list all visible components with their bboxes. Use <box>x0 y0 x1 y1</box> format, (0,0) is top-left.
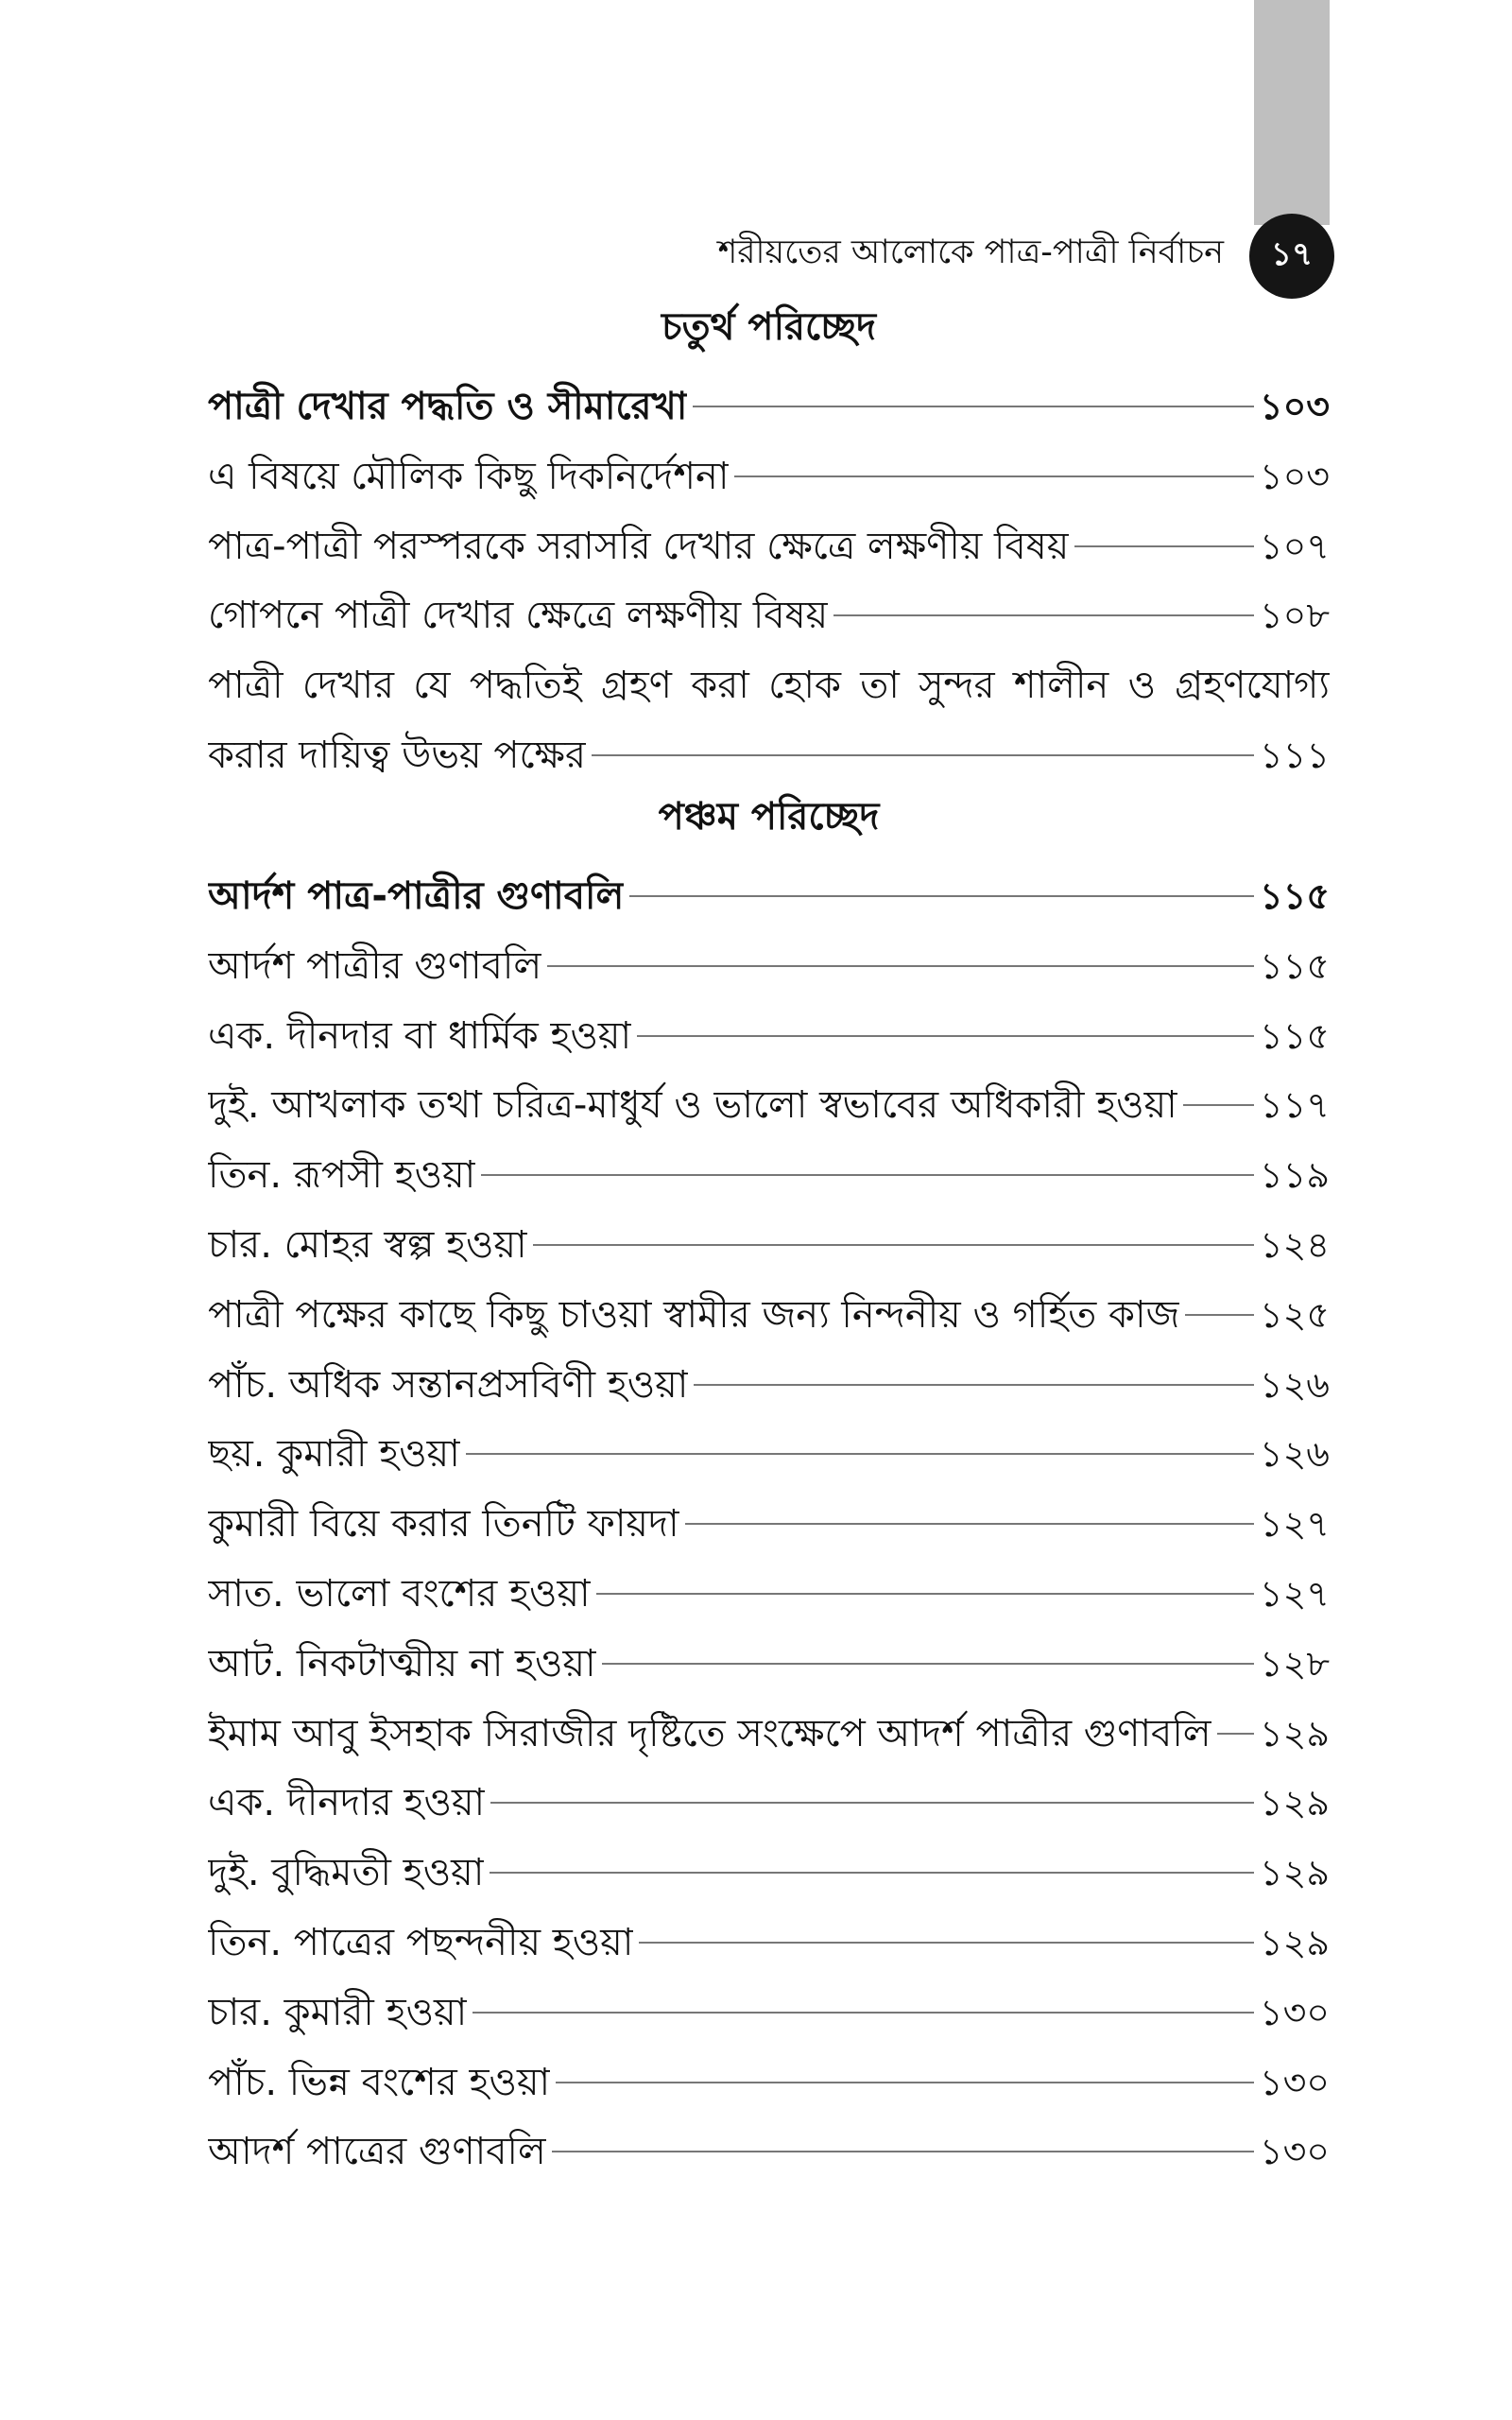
dot-leader <box>1217 1733 1254 1735</box>
toc-entry-page: ১১৫ <box>1260 875 1330 917</box>
toc-entry-title: পাত্র-পাত্রী পরস্পরকে সরাসরি দেখার ক্ষেত্রে লক্ষণীয় বিষয় <box>208 524 1070 568</box>
toc-entry[interactable] <box>208 1287 1330 1357</box>
toc-entry-page: ১০৮ <box>1259 595 1330 637</box>
toc-entry-title: ছয়. কুমারী হওয়া <box>208 1432 460 1477</box>
toc-entry-title: আর্দশ পাত্রীর গুণাবলি <box>208 943 542 988</box>
running-header-title: শরীয়তের আলোকে পাত্র-পাত্রী নির্বাচন <box>717 233 1224 271</box>
section-5-heading: পঞ্চম পরিচ্ছেদ <box>658 795 880 838</box>
toc-entry-title: আট. নিকটাত্মীয় না হওয়া <box>208 1641 596 1685</box>
toc-entry-title: আর্দশ পাত্র-পাত্রীর গুণাবলি <box>208 874 625 918</box>
section-4-heading: চতুর্থ পরিচ্ছেদ <box>662 305 876 349</box>
toc-entry-page: ১০৩ <box>1259 386 1330 427</box>
toc-entry-title: এক. দীনদার হওয়া <box>208 1781 486 1825</box>
dot-leader <box>1185 1314 1254 1316</box>
dot-leader <box>694 1384 1254 1386</box>
toc-entry-title: সাত. ভালো বংশের হওয়া <box>208 1571 591 1616</box>
toc-entry-title: তিন. রূপসী হওয়া <box>208 1153 476 1198</box>
toc-entry-title: এক. দীনদার বা ধার্মিক হওয়া <box>208 1013 632 1058</box>
dot-leader <box>547 965 1254 967</box>
toc-entry[interactable] <box>208 1217 1330 1287</box>
dot-leader <box>466 1453 1254 1455</box>
toc-entry-page: ১০৩ <box>1259 455 1330 497</box>
dot-leader <box>629 895 1254 897</box>
toc-entry[interactable] <box>208 868 1330 938</box>
toc-entry[interactable] <box>208 1495 1330 1565</box>
dot-leader <box>556 2082 1254 2083</box>
toc-entry-page: ১১৫ <box>1260 1014 1330 1057</box>
toc-entry[interactable] <box>208 2054 1330 2124</box>
section-5-toc <box>208 868 1330 2193</box>
toc-entry[interactable] <box>208 1774 1330 1844</box>
toc-entry[interactable] <box>208 1077 1330 1147</box>
dot-leader <box>1183 1104 1254 1106</box>
dot-leader <box>490 1802 1254 1804</box>
toc-entry-page: ১২৯ <box>1259 1782 1330 1824</box>
toc-entry-page: ১০৭ <box>1259 525 1330 567</box>
toc-entry-title: পাত্রী পক্ষের কাছে কিছু চাওয়া স্বামীর জন্য নিন্দনীয় ও গর্হিত কাজ <box>208 1292 1180 1337</box>
toc-entry-title: তিন. পাত্রের পছন্দনীয় হওয়া <box>208 1920 634 1964</box>
toc-entry[interactable] <box>208 2123 1330 2193</box>
toc-entry-page: ১২৭ <box>1259 1503 1330 1546</box>
toc-entry-page: ১২৬ <box>1259 1363 1330 1406</box>
toc-entry[interactable] <box>208 1635 1330 1705</box>
toc-entry-title: চার. কুমারী হওয়া <box>208 1990 468 2034</box>
toc-entry-page: ১২৮ <box>1259 1642 1330 1685</box>
toc-entry[interactable] <box>208 1008 1330 1078</box>
toc-entry[interactable] <box>208 378 1330 448</box>
toc-entry-title: পাঁচ. ভিন্ন বংশের হওয়া <box>208 2060 551 2104</box>
toc-entry-title: পাঁচ. অধিক সন্তানপ্রসবিণী হওয়া <box>208 1362 689 1407</box>
toc-entry-page: ১২৬ <box>1259 1433 1330 1476</box>
toc-entry[interactable] <box>208 1914 1330 1984</box>
toc-entry-page: ১২৯ <box>1259 1921 1330 1963</box>
toc-entry[interactable] <box>208 938 1330 1008</box>
section-4-toc <box>208 378 1330 797</box>
toc-entry[interactable] <box>208 1705 1330 1775</box>
toc-entry[interactable] <box>208 518 1330 588</box>
toc-entry-title: ইমাম আবু ইসহাক সিরাজীর দৃষ্টিতে সংক্ষেপে আদর্শ পাত্রীর গুণাবলি <box>208 1711 1211 1755</box>
toc-entry-page: ১১৭ <box>1259 1084 1330 1127</box>
dot-leader <box>552 2151 1254 2152</box>
toc-entry-title: চার. মোহর স্বল্প হওয়া <box>208 1222 527 1267</box>
toc-entry-title: দুই. আখলাক তথা চরিত্র-মাধুর্য ও ভালো স্বভাবের অধিকারী হওয়া <box>208 1083 1177 1128</box>
toc-entry-title: দুই. বুদ্ধিমতী হওয়া <box>208 1851 485 1895</box>
toc-entry-title: এ বিষয়ে মৌলিক কিছু দিকনির্দেশনা <box>208 454 730 498</box>
toc-entry-page: ১১১ <box>1260 734 1330 776</box>
toc-entry[interactable] <box>208 1565 1330 1635</box>
dot-leader <box>734 475 1253 477</box>
toc-entry-title: আদর্শ পাত্রের গুণাবলি <box>208 2130 546 2174</box>
toc-entry-page: ১১৫ <box>1260 944 1330 987</box>
dot-leader <box>685 1523 1254 1525</box>
dot-leader <box>533 1244 1254 1246</box>
dot-leader <box>637 1035 1254 1037</box>
dot-leader <box>833 614 1254 616</box>
toc-entry[interactable] <box>208 448 1330 518</box>
toc-entry[interactable] <box>208 1844 1330 1914</box>
dot-leader <box>1074 545 1254 547</box>
dot-leader <box>481 1174 1254 1176</box>
toc-entry[interactable] <box>208 587 1330 657</box>
toc-entry-page: ১২৫ <box>1259 1293 1330 1336</box>
dot-leader <box>693 406 1254 407</box>
page-tab-strip <box>1254 0 1330 225</box>
toc-entry-page: ১৩০ <box>1259 2131 1330 2173</box>
toc-entry-page: ১২৭ <box>1259 1572 1330 1615</box>
toc-entry-title: গোপনে পাত্রী দেখার ক্ষেত্রে লক্ষণীয় বিষয় <box>208 594 829 638</box>
toc-entry-title: কুমারী বিয়ে করার তিনটি ফায়দা <box>208 1502 679 1547</box>
toc-entry-page: ১২৯ <box>1259 1852 1330 1894</box>
toc-entry-page: ১২৪ <box>1259 1223 1330 1266</box>
toc-entry-title: করার দায়িত্ব উভয় পক্ষের <box>208 733 586 777</box>
page-number-badge: ১৭ <box>1249 214 1334 299</box>
toc-entry-page: ১১৯ <box>1260 1154 1330 1197</box>
dot-leader <box>472 2012 1254 2014</box>
toc-entry[interactable] <box>208 1426 1330 1495</box>
toc-entry-title: পাত্রী দেখার পদ্ধতি ও সীমারেখা <box>208 385 688 428</box>
dot-leader <box>639 1942 1254 1944</box>
dot-leader <box>602 1663 1254 1665</box>
toc-entry-page: ১৩০ <box>1259 1991 1330 2033</box>
toc-entry-multiline-line1[interactable]: পাত্রী দেখার যে পদ্ধতিই গ্রহণ করা হোক তা সুন্দর শালীন ও গ্রহণযোগ্য <box>208 664 1330 708</box>
toc-entry[interactable] <box>208 727 1330 797</box>
dot-leader <box>490 1872 1254 1874</box>
dot-leader <box>596 1593 1254 1595</box>
dot-leader <box>592 754 1254 756</box>
toc-entry[interactable] <box>208 1357 1330 1426</box>
toc-entry-page: ১২৯ <box>1259 1712 1330 1754</box>
toc-entry-page: ১৩০ <box>1259 2061 1330 2103</box>
toc-entry[interactable] <box>208 1984 1330 2054</box>
toc-entry[interactable] <box>208 1147 1330 1217</box>
